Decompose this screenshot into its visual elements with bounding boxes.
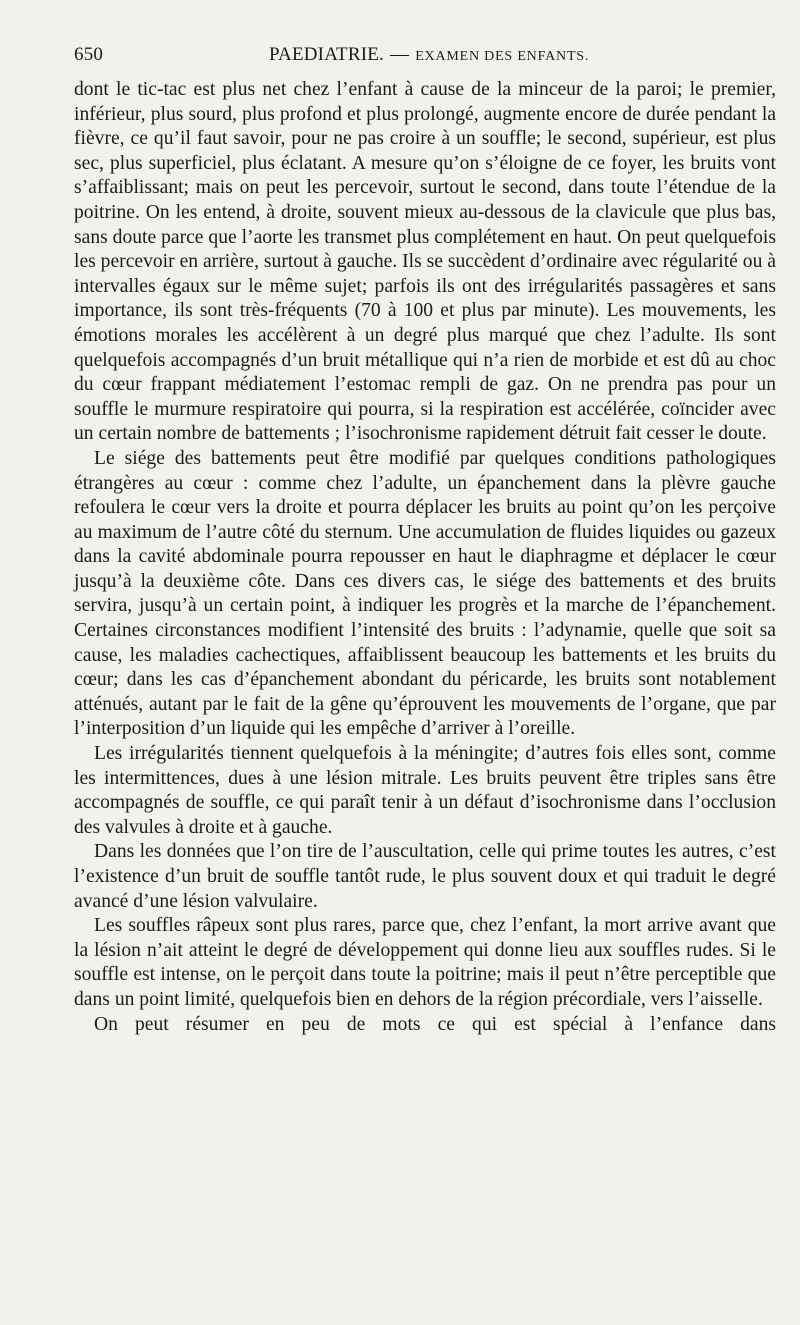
- paragraph-1: dont le tic-tac est plus net chez l’enfant à cause de la minceur de la paroi; le premier, inférieur, plus sourd, plus profond et plus prolongé, augmente encore de durée pendant la fièvre, ce qu’il faut savoir, pour ne pas croire à un souffle; le second, supérieur, est plus sec, plus superficiel, plus éclatant. A mesure qu’on s’éloigne de ce foyer, les bruits vont s’affaiblissant; mais on peut les percevoir, surtout le second, dans toute l’étendue de la poitrine. On les entend, à droite, souvent mieux au-dessous de la clavicule que plus bas, sans doute parce que l’aorte les transmet plus complétement en haut. On peut quelquefois les percevoir en arrière, surtout à gauche. Ils se succèdent d’ordinaire avec régularité ou à intervalles égaux sur le même sujet; parfois ils ont des irrégularités passagères et sans importance, ils sont très-fréquents (70 à 100 et plus par minute). Les mouvements, les émotions morales les accélèrent à un degré plus marqué que chez l’adulte. Ils sont quelquefois accompagnés d’un bruit métallique qui n’a rien de morbide et est dû au choc du cœur frappant médiatement l’estomac rempli de gaz. On ne prendra pas pour un souffle le murmure respiratoire qui pourra, si la respiration est accélérée, coïncider avec un certain nombre de battements ; l’isochronisme rapidement détruit fait cesser le doute.: [74, 79, 776, 445]
- running-title: [269, 44, 589, 66]
- body-text: [74, 78, 776, 1037]
- section-title: EXAMEN DES ENFANTS.: [415, 49, 590, 64]
- paragraph-5: Les souffles râpeux sont plus rares, parce que, chez l’enfant, la mort arrive avant que la lésion n’ait atteint le degré de développement qui donne lieu aux souffles rudes. Si le souffle est intense, on le perçoit dans toute la poitrine; mais il peut n’être perceptible que dans un point limité, quelquefois bien en dehors de la région précordiale, vers l’aisselle.: [74, 915, 776, 1010]
- book-page: [74, 44, 776, 1037]
- paragraph-4: Dans les données que l’on tire de l’auscultation, celle qui prime toutes les autres, c’est l’existence d’un bruit de souffle tantôt rude, le plus souvent doux et qui traduit le degré avancé d’une lésion valvulaire.: [74, 841, 776, 912]
- title-dash: —: [389, 44, 410, 65]
- paragraph-6: On peut résumer en peu de mots ce qui est spécial à l’enfance dans: [94, 1013, 776, 1035]
- book-title: PAEDIATRIE.: [269, 44, 384, 65]
- running-head: [74, 44, 776, 74]
- paragraph-3: Les irrégularités tiennent quelquefois à la méningite; d’autres fois elles sont, comme les intermittences, dues à une lésion mitrale. Les bruits peuvent être triples sans être accompagnés de souffle, ce qui paraît tenir à un défaut d’isochronisme dans l’occlusion des valvules à droite et à gauche.: [74, 743, 776, 838]
- paragraph-2: Le siége des battements peut être modifié par quelques conditions pathologiques étrangères au cœur : comme chez l’adulte, un épanchement dans la plèvre gauche refoulera le cœur vers la droite et pourra déplacer les bruits au point qu’on les perçoive au maximum de l’autre côté du sternum. Une accumulation de fluides liquides ou gazeux dans la cavité abdominale pourra repousser en haut le diaphragme et déplacer le cœur jusqu’à la deuxième côte. Dans ces divers cas, le siége des battements et des bruits servira, jusqu’à un certain point, à indiquer les progrès et la marche de l’épanchement. Certaines circonstances modifient l’intensité des bruits : l’adynamie, quelle que soit sa cause, les maladies cachectiques, affaiblissent beaucoup les battements et les bruits du cœur; dans les cas d’épanchement abondant du péricarde, les bruits sont notablement atténués, autant par le fait de la gêne qu’éprouvent les mouvements de l’organe, que par l’interposition d’un liquide qui les empêche d’arriver à l’oreille.: [74, 447, 776, 740]
- page-number: 650: [74, 44, 104, 65]
